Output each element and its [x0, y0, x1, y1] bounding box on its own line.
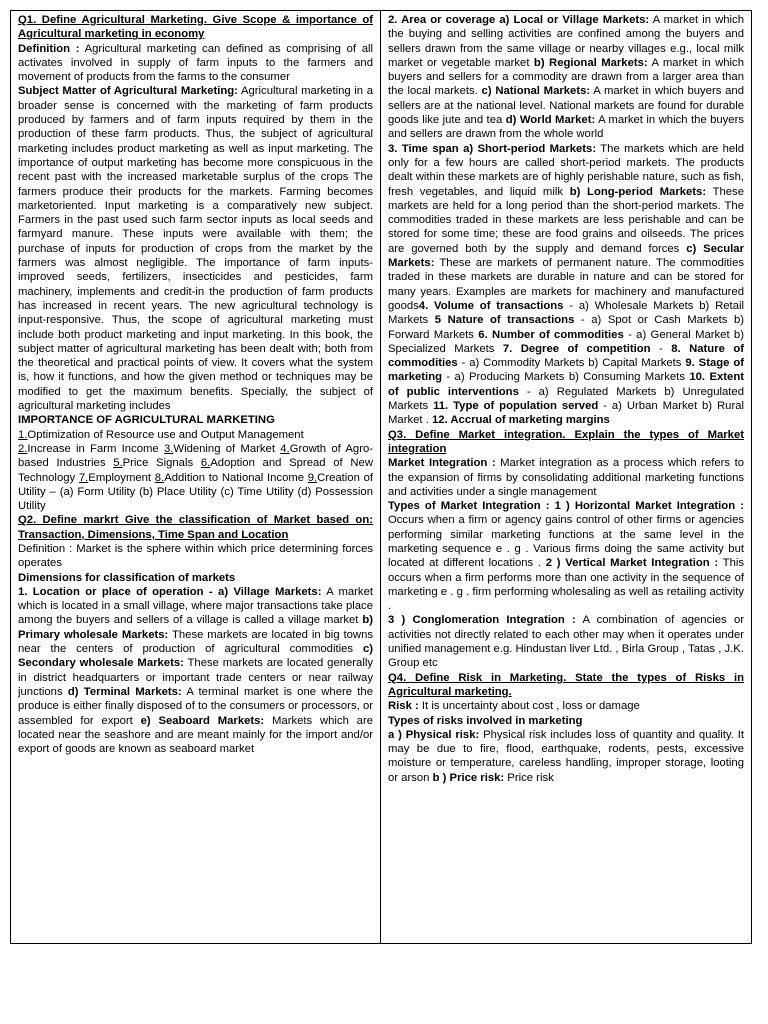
market-integration-paragraph: Market Integration : Market integration as a process which refers to the expansion of firms by consolidating additional marketing functions and activities under a single management	[388, 457, 744, 498]
conglomeration-paragraph: 3 ) Conglomeration Integration : A combination of agencies or activities not directly related to each other may when it operates under unified management e.g. Hindustan liver Ltd. , Birla Group , Tatas , J.K. Group etc	[388, 614, 744, 670]
q2-title: Q2. Define markrt Give the classification of Market based on: Transaction, Dimensions, Time Span and Location	[18, 514, 373, 541]
importance-list: 1.Optimization of Resource use and Output Management 2.Increase in Farm Income 3.Widening of Market 4.Growth of Agro-based Industries 5.Price Signals 6.Adoption and Spread of New Technology 7.Employment 8.Addition to National Income 9.Creation of Utility – (a) Form Utility (b) Place Utility (c) Time Utility (d) Possession Utility	[18, 428, 374, 513]
market-definition: Definition : Market is the sphere within which price determining forces operates	[18, 542, 373, 570]
q3-title: Q3. Define Market integration. Explain the types of Market integration	[388, 428, 744, 455]
definition-label: Definition :	[18, 42, 80, 55]
importance-heading: IMPORTANCE OF AGRICULTURAL MARKETING	[18, 414, 275, 427]
importance-number: 4.	[280, 442, 290, 455]
importance-number: 5.	[113, 457, 123, 470]
importance-number: 1.	[18, 428, 28, 441]
q1-title: Q1. Define Agricultural Marketing. Give Scope & importance of Agricultural marketing in economy	[18, 14, 373, 41]
integration-types-paragraph: Types of Market Integration : 1 ) Horizontal Market Integration : Occurs when a firm or agency gains control of other firms or agencies performing similar marketing functions at the same level in the marketing sequence e . g . Various firms doing the same activity but located at different locations . 2 ) Vertical Market Integration : This occurs when a firm performs more than one activity in the sequence of marketing e . g . firm performing wholesaling as well as retailing activity .	[388, 500, 745, 613]
area-paragraph: 2. Area or coverage a) Local or Village Markets: A market in which the buying and selling activities are confined among the buyers and sellers drawn from the same village or nearby villages e.g., local milk market or vegetable market b) Regional Markets: A market in which buyers and sellers for a commodity are drawn from a larger area than the local markets. c) National Markets: A market in which buyers and sellers are at the national level. National markets are found for durable goods like jute and tea d) World Market: A market in which the buyers and sellers are drawn from the whole world	[388, 14, 744, 141]
location-paragraph: 1. Location or place of operation - a) Village Markets: A market which is located in a small village, where major transactions take place among the buyers and sellers of a village is called a village market b) Primary wholesale Markets: These markets are located in big towns near the centers of production of agricultural commodities c) Secondary wholesale Markets: These markets are located generally in district headquarters or important trade centers or near railway junctions d) Terminal Markets: A terminal market is one where the produce is either finally disposed of to the consumers or processors, or assembled for export e) Seaboard Markets: Markets which are located near the seashore and are meant mainly for the import and/or export of goods are known as seaboard market	[18, 585, 374, 756]
importance-number: 6.	[200, 457, 211, 470]
definition-text: Agricultural marketing can defined as comprising of all activates involved in supply of farm inputs to the farmers and movement of products from the farms to the consumer	[18, 42, 373, 84]
importance-number: 9.	[307, 471, 318, 484]
subject-matter-text: Agricultural marketing in a broader sense is concerned with the marketing of farm products produced by farmers and of farm inputs required by them in the production of these farm products. Thus, the subject of agricultural marketing includes product marketing as well as input marketing. The importance of output marketing has become more conspicuous in the recent past with the increased marketable surplus of the crops The farmers produce their products for the markets. Farming becomes marketoriented. Input marketing is a comparatively new subject. Farmers in the past used such farm sector inputs as local seeds and farmyard manure. These inputs were available with them; the purchase of inputs for production of crops from the market by the farmers was almost negligible. The importance of farm inputs-improved seeds, fertilizers, insecticides and pesticides, farm machinery, implements and credit-in the production of farm products has increased in recent years. The new agricultural technology is input-responsive. Thus, the scope of agricultural marketing must include both product marketing and input marketing. In this book, the subject matter of agricultural marketing has been dealt with; both from the theoretical and practical points of view. It covers what the system is, how it functions, and how the given method or techniques may be modified to get the maximum benefits. Specially, the subject of agricultural marketing includes	[18, 85, 373, 413]
notes-table	[10, 10, 752, 944]
importance-number: 3.	[163, 442, 174, 455]
time-span-paragraph: 3. Time span a) Short-period Markets: The markets which are held only for a few hours are called short-period markets. The products dealt within these markets are of highly perishable nature, such as fish, fresh vegetables, and liquid milk b) Long-period Markets: These markets are held for a long period than the short-period markets. The commodities traded in these markets are less perishable and can be stored for some time; these are food grains and oilseeds. The prices are governed both by the supply and demand forces c) Secular Markets: These are markets of permanent nature. The commodities traded in these markets are durable in nature and can be stored for many years. Examples are markets for machinery and manufactured goods4. Volume of transactions - a) Wholesale Markets b) Retail Markets 5 Nature of transactions - a) Spot or Cash Markets b) Forward Markets 6. Number of commodities - a) General Market b) Specialized Markets 7. Degree of competition - 8. Nature of commodities - a) Commodity Markets b) Capital Markets 9. Stage of marketing - a) Producing Markets b) Consuming Markets 10. Extent of public interventions - a) Regulated Markets b) Unregulated Markets 11. Type of population served - a) Urban Market b) Rural Market . 12. Accrual of marketing margins	[388, 142, 745, 427]
importance-number: 7.	[78, 471, 89, 484]
dimensions-heading: Dimensions for classification of markets	[18, 571, 236, 584]
risk-types-paragraph: a ) Physical risk: Physical risk includes loss of quantity and quality. It may be due to fire, flood, earthquake, rodents, pests, excessive moisture or temperature, careless handling, improper storage, looting or arson b ) Price risk: Price risk	[388, 728, 744, 784]
importance-number: 8.	[154, 471, 165, 484]
risk-types-heading: Types of risks involved in marketing	[388, 714, 583, 727]
risk-definition: Risk : It is uncertainty about cost , loss or damage	[388, 700, 640, 713]
definition-paragraph	[18, 42, 373, 85]
importance-number: 2.	[18, 442, 28, 455]
right-column	[381, 11, 751, 943]
q4-title: Q4. Define Risk in Marketing. State the types of Risks in Agricultural marketing.	[388, 671, 744, 698]
left-column	[11, 11, 381, 943]
subject-matter-label: Subject Matter of Agricultural Marketing:	[18, 85, 238, 98]
subject-matter-paragraph	[18, 84, 373, 413]
